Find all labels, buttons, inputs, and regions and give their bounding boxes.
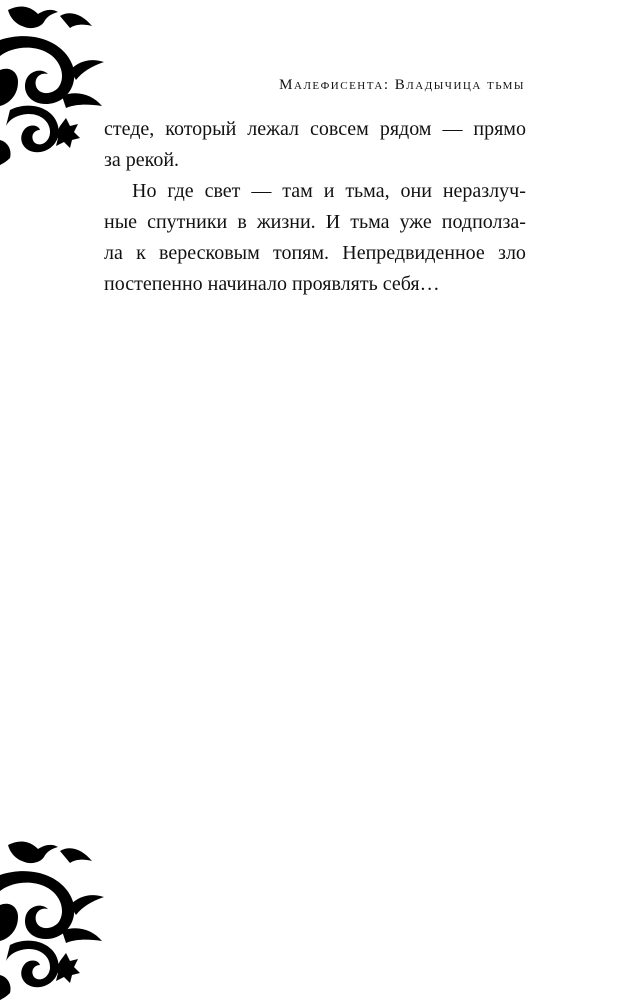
text-line xyxy=(104,176,526,207)
word: жизни. xyxy=(256,211,316,233)
text-line xyxy=(104,114,526,145)
word: прямо xyxy=(473,118,526,140)
text-line: за рекой. xyxy=(104,149,180,171)
word: который xyxy=(165,118,237,140)
text-line xyxy=(104,238,526,269)
word: вересковым xyxy=(159,242,260,264)
word: уже xyxy=(399,211,432,233)
word: — xyxy=(442,118,463,140)
word: лежал xyxy=(247,118,300,140)
word: рядом xyxy=(379,118,432,140)
word: зло xyxy=(498,242,526,264)
word: спутники xyxy=(147,211,228,233)
word: И xyxy=(325,211,341,233)
word: совсем xyxy=(309,118,369,140)
word: Но xyxy=(132,180,157,202)
word: они xyxy=(400,180,432,202)
word: топям. xyxy=(272,242,330,264)
word: Непредвиденное xyxy=(342,242,485,264)
word: где xyxy=(167,180,194,202)
word: ные xyxy=(104,211,138,233)
word: ла xyxy=(104,242,123,264)
text-line xyxy=(104,207,526,238)
running-header: Малефисента: Владычица тьмы xyxy=(279,77,525,93)
word: стеде, xyxy=(104,118,155,140)
word: — xyxy=(251,180,272,202)
word: свет xyxy=(204,180,241,202)
word: неразлуч- xyxy=(442,180,526,202)
text-line: постепенно начинало проявлять себя… xyxy=(104,273,440,295)
word: к xyxy=(136,242,146,264)
word: тьма, xyxy=(345,180,390,202)
word: подполза- xyxy=(441,211,526,233)
floral-swallow-ornament-icon xyxy=(0,0,110,165)
body-text xyxy=(104,114,526,300)
word: там xyxy=(282,180,313,202)
word: тьма xyxy=(350,211,390,233)
floral-swallow-ornament-icon xyxy=(0,835,110,1000)
word: в xyxy=(237,211,247,233)
word: и xyxy=(323,180,335,202)
